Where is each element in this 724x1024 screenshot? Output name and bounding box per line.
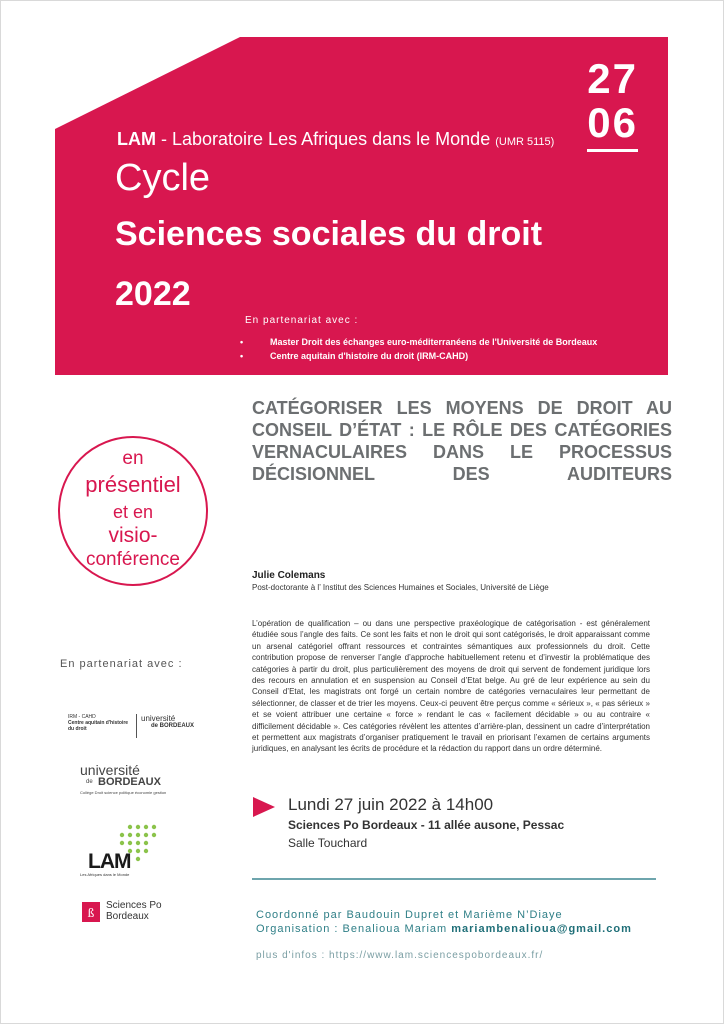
abstract-text: L’opération de qualification – ou dans une perspective praxéologique de catégorisation - est généralement étudiée sous l’angle des faits. Ce sont les faits et non le droit qui sont catégorisés, le droit apparaissant comme un arsenal catégoriel offrant ressources et contraintes sémantiques aux professionnels du droit. Cette contribution propose de renverser l’angle d’approche habituellement retenu et d’investir la problématique des catégories à partir du droit, plus particulièrement des moyens de droit qui servent de fondement juridique lors des recours en annulation et en suspension au Conseil d’Etat belge. Au gré de leur expérience au sein du Conseil d’Etat, les magistrats ont forgé un certain nombre de catégories vernaculaires leur permettant de sélectionner, de classer et de trier les moyens. Ceux-ci peuvent être perçus comme « sérieux », « pas sérieux » et se voient attribuer une certaine « force » rendant le cas « facilement décidable » ou au contraire « difficilement décidable ». Ces catégories révèlent les attentes d’arrière-plan, dessinent un cadre d’interprétation et permettent aux magistrats d’organiser pratiquement le travail en priorisant l’examen de certains arguments juridiques, en analysant les écrits de procédure et la rédaction du rapport dans un ordre déterminé. [252, 619, 650, 754]
coordination-line: Coordonné par Baudouin Dupret et Marième N’Diaye [256, 909, 563, 921]
format-line: présentiel [85, 472, 181, 497]
svg-text:ß: ß [87, 905, 95, 920]
cycle-name: Sciences sociales du droit [115, 215, 543, 253]
more-info-link: plus d'infos : https://www.lam.sciencespobordeaux.fr/ [256, 950, 544, 961]
organisation-email: mariambenalioua@gmail.com [451, 923, 632, 935]
speaker-role: Post-doctorante à l’ Institut des Sciences Humaines et Sociales, Université de Liège [252, 583, 549, 592]
ub-city: BORDEAUX [98, 776, 161, 788]
talk-title: CATÉGORISER LES MOYENS DE DROIT AU CONSEIL D’ÉTAT : LE RÔLE DES CATÉGORIES VERNACULAIRES DANS LE PROCESSUS DÉCISIONNEL DES AUDITEURS [252, 398, 672, 484]
format-line: en [122, 448, 144, 469]
header-banner [55, 37, 668, 375]
lam-word: LAM [88, 850, 131, 873]
sp-line2: Bordeaux [106, 911, 149, 922]
header-partner-item: • Master Droit des échanges euro-méditerranéens de l'Université de Bordeaux [240, 335, 597, 349]
universite-bordeaux-logo [80, 762, 200, 798]
event-venue: Sciences Po Bordeaux - 11 allée ausone, Pessac [288, 818, 565, 832]
header-partner-list [240, 335, 597, 363]
sciences-po-emblem-icon [82, 902, 100, 922]
format-line: et en [112, 502, 154, 522]
sciences-po-bordeaux-logo [82, 900, 192, 924]
cycle-word: Cycle [115, 157, 211, 199]
speaker-name: Julie Colemans [252, 570, 326, 581]
event-room: Salle Touchard [288, 836, 368, 850]
lab-umr: (UMR 5115) [495, 136, 555, 148]
header-partner-label: En partenariat avec : [245, 315, 359, 326]
sciences-po-text [106, 900, 162, 922]
lam-logo [80, 824, 170, 880]
lab-full-name: - Laboratoire Les Afriques dans le Monde [156, 129, 491, 149]
format-circle [58, 436, 208, 586]
lab-name [117, 129, 554, 150]
event-date-time: Lundi 27 juin 2022 à 14h00 [288, 795, 494, 814]
partners-label: En partenariat avec : [60, 658, 183, 670]
irm-university-mark [136, 714, 199, 738]
format-line: conférence [85, 549, 180, 570]
irm-acronym: IRM - CAHD [68, 714, 96, 720]
irm-cahd-logo [68, 714, 198, 738]
date-month: 06 [587, 101, 638, 152]
sp-line1: Sciences Po [106, 900, 162, 911]
header-partner-item: • Centre aquitain d'histoire du droit (IRM-CAHD) [240, 349, 597, 363]
ub-word: université [80, 762, 140, 778]
irm-univ-city: de BORDEAUX [151, 723, 195, 729]
organisation-line [256, 923, 632, 935]
date-day: 27 [587, 55, 638, 102]
organisation-label: Organisation : Benalioua Mariam [256, 923, 452, 935]
format-line: visio- [108, 524, 158, 547]
irm-univ-word: université [141, 714, 176, 723]
lam-subtitle: Les Afriques dans le Monde [80, 872, 130, 877]
lab-acronym: LAM [117, 129, 156, 149]
irm-name: Centre aquitain d'histoire du droit [68, 720, 129, 732]
event-date-badge [587, 57, 638, 152]
ub-college: Collège Droit science politique économie gestion [80, 790, 167, 795]
footer-divider [252, 878, 656, 880]
play-triangle-icon [253, 797, 275, 817]
ub-prefix: de [86, 779, 93, 785]
cycle-year: 2022 [115, 275, 191, 313]
